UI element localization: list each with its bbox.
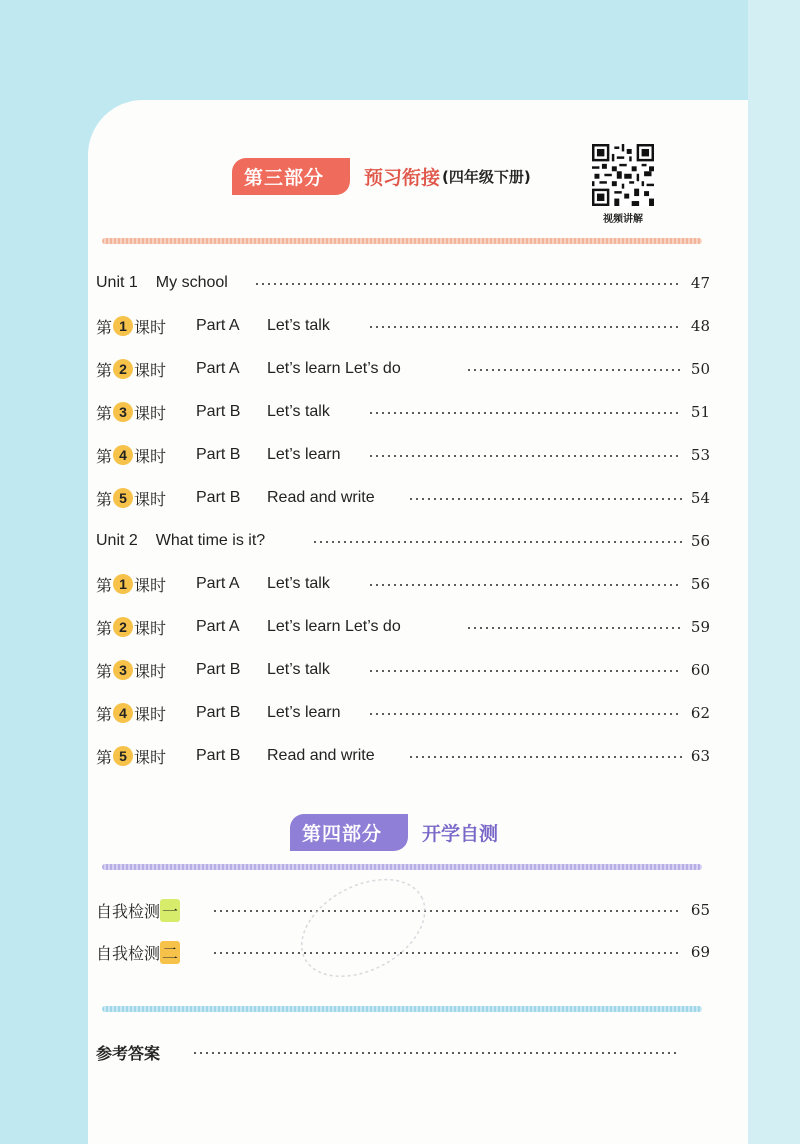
page-number: 56 [690,575,710,593]
lesson-row[interactable] [96,572,710,596]
lesson-part: Part B [196,661,241,678]
lesson-number-badge: 2 [113,359,133,379]
leader-dots [466,369,682,371]
leader-dots [466,627,682,629]
unit-label: Unit 1 [96,274,138,291]
leader-dots [254,283,682,285]
lesson-part: Part B [196,704,241,721]
lesson-activity: Let’s learn Let’s do [267,360,401,377]
lesson-row[interactable] [96,701,710,725]
lesson-part: Part A [196,618,240,635]
part3-header [232,158,531,195]
part3-title: 预习衔接 [364,167,441,189]
leader-dots [368,713,682,715]
lesson-activity: Let’s talk [267,575,330,592]
self-test-prefix: 自我检测 [96,901,161,921]
unit-label: Unit 2 [96,532,138,549]
lesson-row[interactable] [96,486,710,510]
lesson-activity: Let’s talk [267,317,330,334]
lesson-prefix: 第 [96,403,113,423]
lesson-suffix: 课时 [134,489,167,509]
lesson-activity: Let’s learn [267,704,341,721]
lesson-prefix: 第 [96,489,113,509]
answers-label: 参考答案 [96,1043,161,1063]
qr-video-label: 视频讲解 [603,214,643,225]
lesson-row[interactable] [96,443,710,467]
page-number: 63 [690,747,710,765]
page-number: 65 [690,901,710,919]
right-page-edge [748,0,800,1144]
leader-dots [368,455,682,457]
lesson-suffix: 课时 [134,747,167,767]
part3-divider [102,238,702,244]
part3-subtitle: (四年级下册) [442,168,531,186]
part3-badge: 第三部分 [232,158,350,195]
page-number: 59 [690,618,710,636]
lesson-number-badge: 3 [113,660,133,680]
lesson-number-badge: 4 [113,445,133,465]
page-number: 50 [690,360,710,378]
lesson-prefix: 第 [96,360,113,380]
lesson-part: Part A [196,360,240,377]
lesson-prefix: 第 [96,661,113,681]
answers-row[interactable] [96,1040,710,1064]
part4-header [290,814,498,851]
lesson-activity: Read and write [267,747,375,764]
lesson-number-badge: 2 [113,617,133,637]
leader-dots [368,584,682,586]
lesson-suffix: 课时 [134,403,167,423]
page-number: 69 [690,943,710,961]
lesson-prefix: 第 [96,317,113,337]
lesson-number-badge: 5 [113,746,133,766]
lesson-row[interactable] [96,314,710,338]
leader-dots [408,498,682,500]
leader-dots [408,756,682,758]
qr-code-icon[interactable] [592,144,654,206]
part4-badge: 第四部分 [290,814,408,851]
lesson-prefix: 第 [96,446,113,466]
page-number: 54 [690,489,710,507]
lesson-part: Part A [196,575,240,592]
lesson-activity: Let’s learn [267,446,341,463]
lesson-part: Part B [196,403,241,420]
lesson-prefix: 第 [96,618,113,638]
lesson-row[interactable] [96,744,710,768]
lesson-number-badge: 3 [113,402,133,422]
leader-dots [368,670,682,672]
page-number: 51 [690,403,710,421]
page-number: 60 [690,661,710,679]
self-test-prefix: 自我检测 [96,943,161,963]
leader-dots [368,326,682,328]
lesson-part: Part B [196,489,241,506]
unit-title: What time is it? [155,532,266,549]
lesson-suffix: 课时 [134,360,167,380]
lesson-activity: Let’s talk [267,403,330,420]
lesson-activity: Let’s talk [267,661,330,678]
lesson-row[interactable] [96,400,710,424]
leader-dots [312,541,682,543]
page-number: 47 [690,274,710,292]
answers-divider [102,1006,702,1012]
leader-dots [368,412,682,414]
unit-row[interactable] [96,271,710,295]
lesson-number-badge: 1 [113,574,133,594]
lesson-row[interactable] [96,615,710,639]
lesson-prefix: 第 [96,747,113,767]
lesson-suffix: 课时 [134,446,167,466]
lesson-row[interactable] [96,658,710,682]
unit-title: My school [155,274,228,291]
lesson-suffix: 课时 [134,661,167,681]
lesson-suffix: 课时 [134,704,167,724]
leader-dots [192,1052,678,1054]
lesson-number-badge: 5 [113,488,133,508]
lesson-suffix: 课时 [134,618,167,638]
page-number: 62 [690,704,710,722]
part4-title: 开学自测 [422,823,499,845]
lesson-number-badge: 4 [113,703,133,723]
self-test-number: 二 [160,941,180,964]
lesson-prefix: 第 [96,704,113,724]
lesson-activity: Read and write [267,489,375,506]
lesson-row[interactable] [96,357,710,381]
unit-row[interactable] [96,529,710,553]
page-number: 56 [690,532,710,550]
lesson-activity: Let’s learn Let’s do [267,618,401,635]
lesson-prefix: 第 [96,575,113,595]
lesson-number-badge: 1 [113,316,133,336]
lesson-suffix: 课时 [134,317,167,337]
lesson-part: Part B [196,446,241,463]
lesson-part: Part B [196,747,241,764]
page-number: 53 [690,446,710,464]
lesson-suffix: 课时 [134,575,167,595]
page-number: 48 [690,317,710,335]
lesson-part: Part A [196,317,240,334]
self-test-number: 一 [160,899,180,922]
